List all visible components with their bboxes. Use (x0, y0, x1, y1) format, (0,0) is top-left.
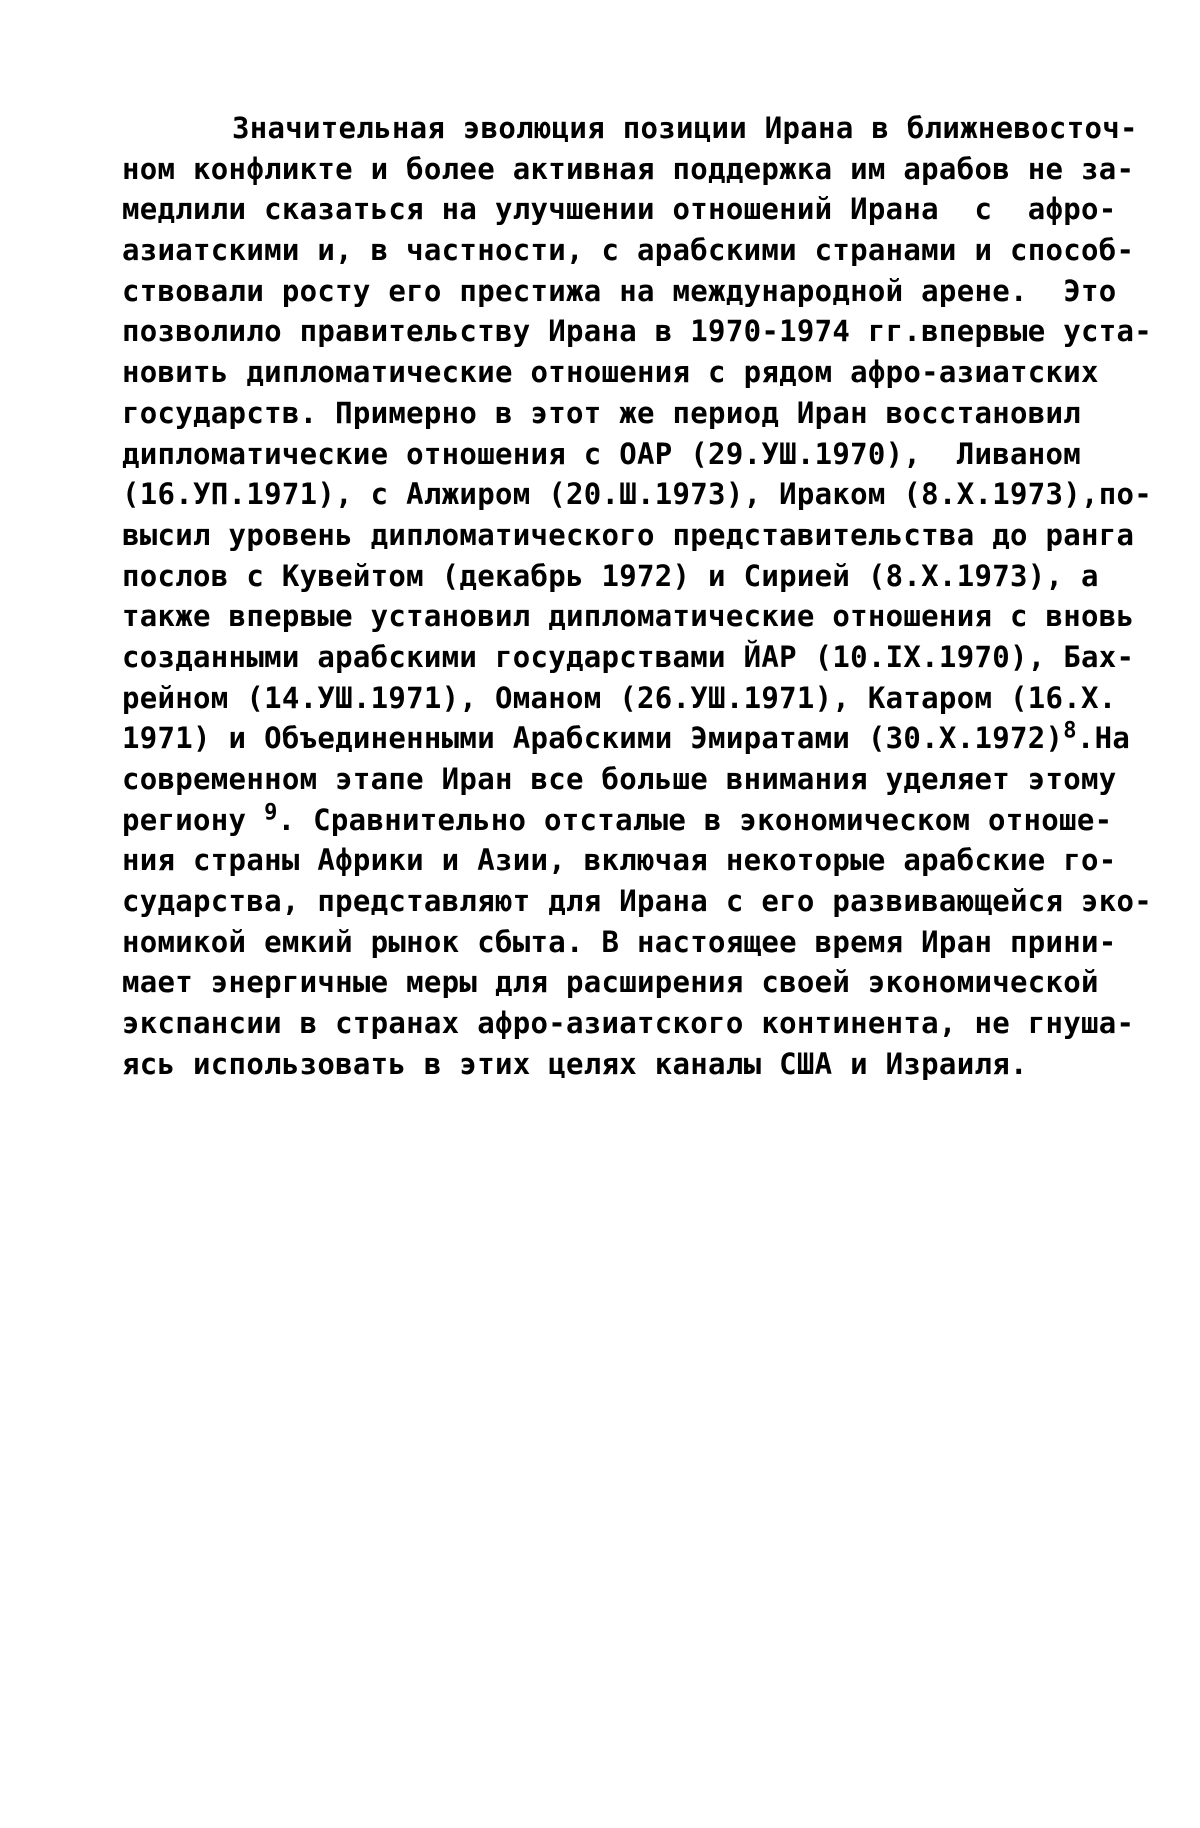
text-segment: . Сравнительно отсталые в экономическом отноше- (277, 802, 1113, 837)
text-segment: 1971) и Объединенными Арабскими Эмиратами (30.Х.1972) (122, 721, 1064, 756)
text-line: позволило правительству Ирана в 1970-1974 гг.впервые уста- (122, 314, 1153, 349)
text-segment: региону (122, 802, 247, 837)
text-line: государств. Примерно в этот же период Иран восстановил (122, 395, 1082, 430)
text-line: ствовали росту его престижа на международной арене. Это (122, 273, 1117, 308)
text-line: медлили сказаться на улучшении отношений Ирана с афро- (122, 192, 1117, 227)
text-line: сударства, представляют для Ирана с его развивающейся эко- (122, 884, 1153, 919)
text-line: ясь использовать в этих целях каналы США и Израиля. (122, 1046, 1028, 1081)
text-line: экспансии в странах афро-азиатского континента, не гнуша- (122, 1006, 1135, 1041)
text-line: дипломатические отношения с ОАР (29.УШ.1970), Ливаном (122, 436, 1082, 471)
text-line-with-footnote-8 (122, 718, 1131, 759)
text-line: высил уровень дипломатического представительства до ранга (122, 517, 1135, 552)
text-segment: .На (1076, 721, 1131, 756)
text-line: азиатскими и, в частности, с арабскими странами и способ- (122, 233, 1135, 268)
text-line: созданными арабскими государствами ЙАР (10.IX.1970), Бах- (122, 639, 1135, 674)
text-line-with-footnote-9 (122, 800, 1113, 841)
text-line: рейном (14.УШ.1971), Оманом (26.УШ.1971), Катаром (16.Х. (122, 680, 1117, 715)
text-line: новить дипломатические отношения с рядом афро-азиатских (122, 355, 1099, 390)
text-line: современном этапе Иран все больше внимания уделяет этому (122, 762, 1117, 796)
text-line: (16.УП.1971), с Алжиром (20.Ш.1973), Ираком (8.Х.1973),по- (122, 477, 1153, 512)
footnote-9-marker: 9 (264, 800, 278, 826)
text-line: номикой емкий рынок сбыта. В настоящее время Иран прини- (122, 924, 1117, 959)
footnote-8-marker: 8 (1063, 718, 1077, 744)
text-line: также впервые установил дипломатические отношения с вновь (122, 599, 1135, 634)
text-line: мает энергичные меры для расширения своей экономической (122, 965, 1099, 1000)
text-line: ном конфликте и более активная поддержка им арабов не за- (122, 151, 1135, 186)
text-line: послов с Кувейтом (декабрь 1972) и Сирией (8.Х.1973), а (122, 558, 1099, 593)
main-paragraph (122, 108, 1153, 1085)
text-line: Значительная эволюция позиции Ирана в ближневосточ- (232, 111, 1138, 145)
text-line: ния страны Африки и Азии, включая некоторые арабские го- (122, 843, 1117, 878)
